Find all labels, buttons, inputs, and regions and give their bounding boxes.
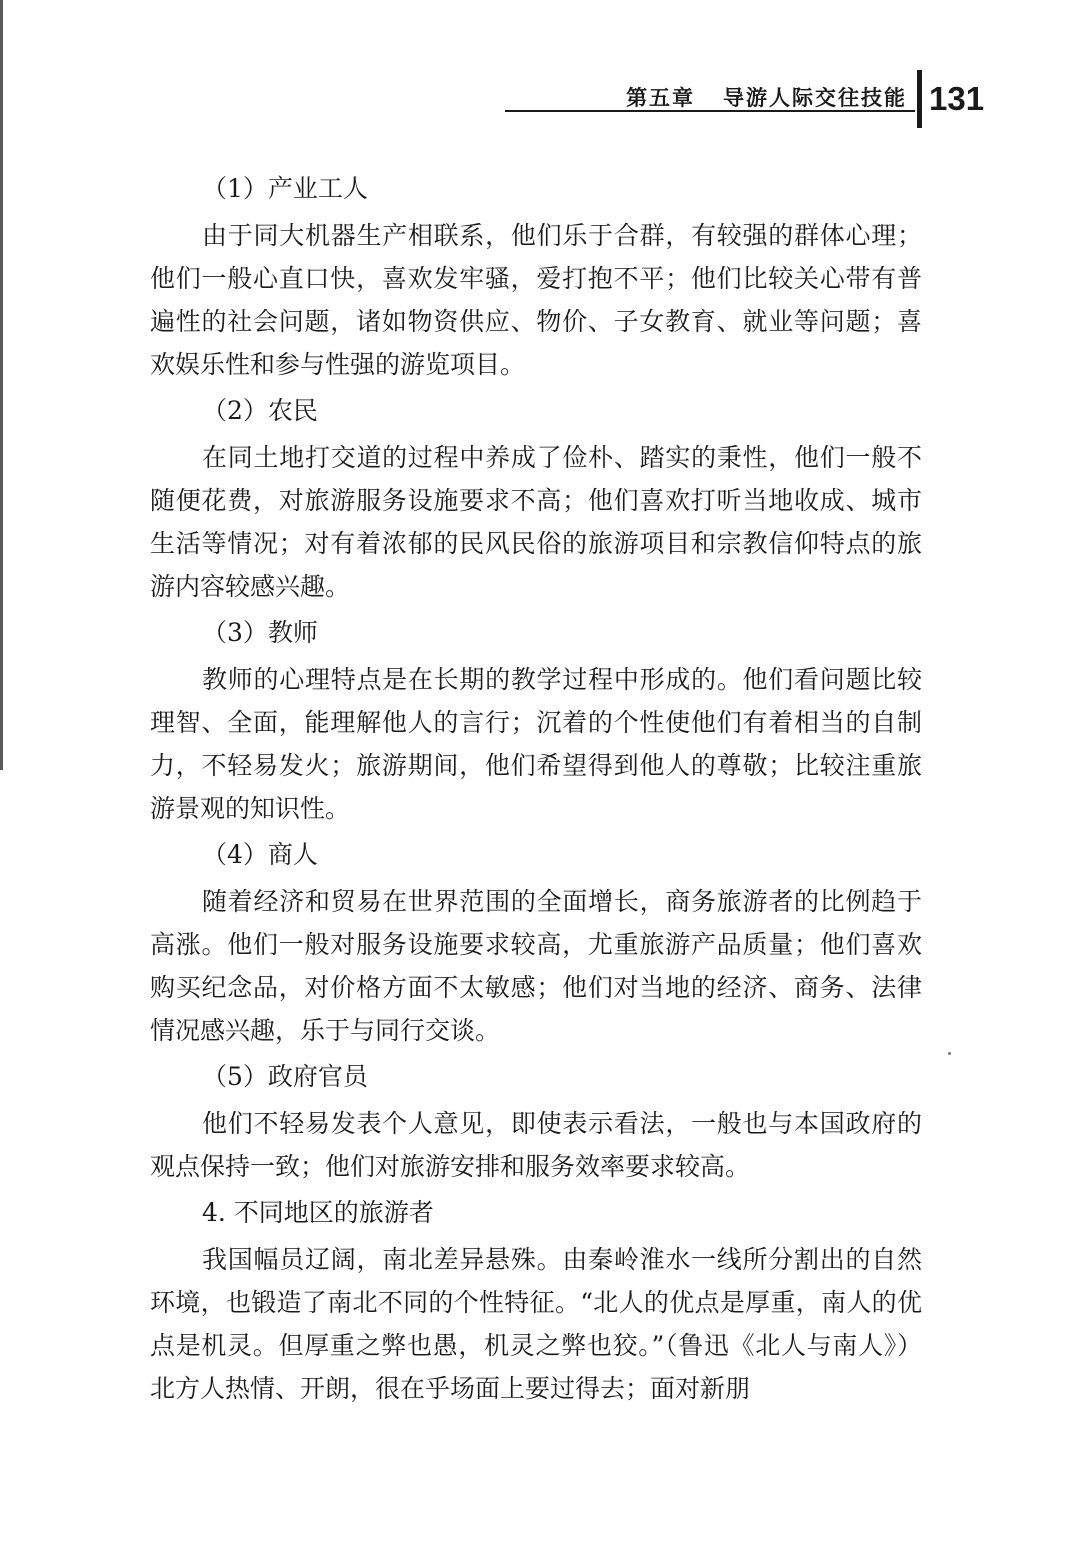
paragraph-farmers: 在同土地打交道的过程中养成了俭朴、踏实的秉性，他们一般不随便花费，对旅游服务设施要求不高；他们喜欢打听当地收成、城市生活等情况；对有着浓郁的民风民俗的旅游项目和宗教信仰特点的旅游内容较感兴趣。 xyxy=(150,443,922,601)
section-heading-regional-tourists: 4. 不同地区的旅游者 xyxy=(202,1198,434,1227)
page-body xyxy=(150,170,922,1416)
paragraph-teachers: 教师的心理特点是在长期的教学过程中形成的。他们看问题比较理智、全面，能理解他人的言行；沉着的个性使他们有着相当的自制力，不轻易发火；旅游期间，他们希望得到他人的尊敬；比较注重旅游景观的知识性。 xyxy=(150,665,922,823)
section-heading-farmers: （2）农民 xyxy=(202,396,318,425)
page-binding-edge xyxy=(0,0,3,770)
header-title: 导游人际交往技能 xyxy=(723,86,907,110)
header-chapter-title xyxy=(626,82,907,112)
header-vertical-bar xyxy=(917,70,922,128)
section-heading-industrial-workers: （1）产业工人 xyxy=(202,174,368,203)
paragraph-industrial-workers: 由于同大机器生产相联系，他们乐于合群，有较强的群体心理；他们一般心直口快，喜欢发牢骚，爱打抱不平；他们比较关心带有普遍性的社会问题，诸如物资供应、物价、子女教育、就业等问题；喜欢娱乐性和参与性强的游览项目。 xyxy=(150,221,922,379)
paragraph-officials: 他们不轻易发表个人意见，即使表示看法，一般也与本国政府的观点保持一致；他们对旅游安排和服务效率要求较高。 xyxy=(150,1109,922,1181)
section-heading-teachers: （3）教师 xyxy=(202,618,318,647)
paragraph-regional-tourists: 我国幅员辽阔，南北差异悬殊。由秦岭淮水一线所分割出的自然环境，也锻造了南北不同的个性特征。“北人的优点是厚重，南人的优点是机灵。但厚重之弊也愚，机灵之弊也狡。”（鲁迅《北人与南人》）北方人热情、开朗，很在乎场面上要过得去；面对新朋 xyxy=(150,1245,922,1403)
paragraph-merchants: 随着经济和贸易在世界范围的全面增长，商务旅游者的比例趋于高涨。他们一般对服务设施要求较高，尤重旅游产品质量；他们喜欢购买纪念品，对价格方面不太敏感；他们对当地的经济、商务、法律情况感兴趣，乐于与同行交谈。 xyxy=(150,887,922,1045)
page-number: 131 xyxy=(929,80,985,117)
scan-speck xyxy=(948,1052,951,1055)
section-heading-merchants: （4）商人 xyxy=(202,840,318,869)
section-heading-officials: （5）政府官员 xyxy=(202,1062,368,1091)
header-chapter: 第五章 xyxy=(626,86,696,110)
running-header xyxy=(505,70,985,130)
